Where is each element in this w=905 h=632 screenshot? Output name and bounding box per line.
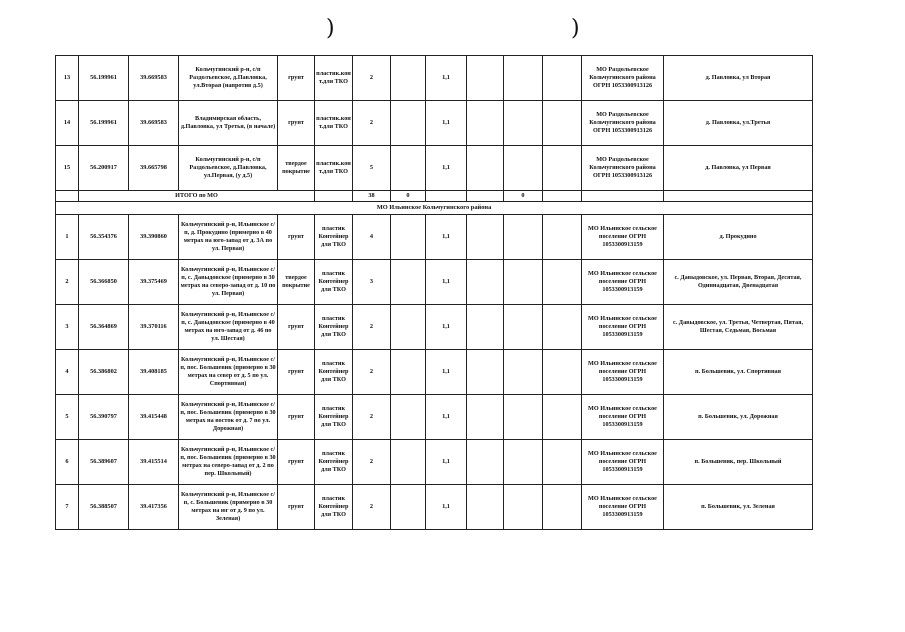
table-row — [56, 56, 813, 101]
container-volume: 1,1 — [426, 56, 467, 101]
container-type: пластик Контейнер для ТКО — [315, 260, 353, 305]
table-row — [56, 305, 813, 350]
container-type: пластик.кон т.для ТКО — [315, 101, 353, 146]
empty-cell — [543, 305, 582, 350]
row-number: 13 — [56, 56, 79, 101]
container-volume: 1,1 — [426, 395, 467, 440]
sources: с. Давыдовское, ул. Третья, Четвертая, Пятая, Шестая, Седьмая, Восьмая — [664, 305, 813, 350]
longitude: 39.669583 — [129, 101, 179, 146]
address: Кольчугинский р-н, Ильинское с/п, с. Большевик (примерно в 30 метрах на юг от д. 9 по ул. Зеленая) — [179, 485, 278, 530]
surface: грунт — [278, 395, 315, 440]
latitude: 56.354376 — [79, 215, 129, 260]
owner: МО Ильинское сельское поселение ОГРН 1053300913159 — [582, 350, 664, 395]
total-cell-cont — [315, 191, 353, 202]
empty-cell — [391, 350, 426, 395]
container-volume: 1,1 — [426, 146, 467, 191]
latitude: 56.389607 — [79, 440, 129, 485]
container-count: 2 — [353, 395, 391, 440]
row-number: 3 — [56, 305, 79, 350]
container-count: 4 — [353, 215, 391, 260]
total-cell-n — [56, 191, 79, 202]
total-count: 38 — [353, 191, 391, 202]
row-number: 4 — [56, 350, 79, 395]
container-count: 2 — [353, 305, 391, 350]
sources: с. Давыдовское, ул. Первая, Вторая, Десятая, Одиннадцатая, Двенадцатая — [664, 260, 813, 305]
container-volume: 1,1 — [426, 485, 467, 530]
total-row — [56, 191, 813, 202]
empty-cell — [504, 56, 543, 101]
owner: МО Ильинское сельское поселение ОГРН 1053300913159 — [582, 485, 664, 530]
row-number: 15 — [56, 146, 79, 191]
total-value-2: 0 — [504, 191, 543, 202]
table-row — [56, 440, 813, 485]
binding-mark-right: ) — [571, 16, 580, 41]
table-row — [56, 485, 813, 530]
empty-cell — [467, 395, 504, 440]
empty-cell — [391, 215, 426, 260]
empty-cell — [543, 146, 582, 191]
longitude: 39.665798 — [129, 146, 179, 191]
container-type: пластик Контейнер для ТКО — [315, 440, 353, 485]
longitude: 39.417356 — [129, 485, 179, 530]
address: Владимирская область, д.Павловка, ул Третья, (в начале) — [179, 101, 278, 146]
address: Кольчугинский р-н, Ильинское с/п, пос. Большевик (примерно в 30 метрах на восток от д. 7 по ул. Дорожная) — [179, 395, 278, 440]
latitude: 56.366850 — [79, 260, 129, 305]
total-cell-owner — [582, 191, 664, 202]
total-cell-src — [664, 191, 813, 202]
surface: твердое покрытие — [278, 260, 315, 305]
empty-cell — [543, 56, 582, 101]
table-row — [56, 395, 813, 440]
sources: п. Большевик, ул. Спортивная — [664, 350, 813, 395]
address: Кольчугинский р-н, Ильинское с/п, с. Давыдовское (примерно в 40 метрах на юго-запад от д. 46 по ул. Шестая) — [179, 305, 278, 350]
container-type: пластик.кон т.для ТКО — [315, 146, 353, 191]
empty-cell — [504, 305, 543, 350]
container-volume: 1,1 — [426, 101, 467, 146]
container-volume: 1,1 — [426, 305, 467, 350]
row-number: 1 — [56, 215, 79, 260]
binding-mark-left: ) — [326, 16, 335, 41]
empty-cell — [504, 215, 543, 260]
owner: МО Ильинское сельское поселение ОГРН 1053300913159 — [582, 440, 664, 485]
empty-cell — [504, 440, 543, 485]
container-count: 5 — [353, 146, 391, 191]
total-label: ИТОГО по МО — [79, 191, 315, 202]
address: Кольчугинский р-н, Ильинское с/п, д. Прокудино (примерно в 40 метрах на юго-запад от д. 3А по ул. Первая) — [179, 215, 278, 260]
container-type: пластик Контейнер для ТКО — [315, 350, 353, 395]
surface: грунт — [278, 56, 315, 101]
address: Кольчугинский р-н, с/п Раздолъевское, д.Павловка, ул.Вторая (напротив д.5) — [179, 56, 278, 101]
total-cell-e1 — [467, 191, 504, 202]
empty-cell — [543, 215, 582, 260]
table-body-ilinskoe — [56, 215, 813, 530]
empty-cell — [467, 215, 504, 260]
empty-cell — [504, 146, 543, 191]
table-body-summary — [56, 191, 813, 215]
longitude: 39.408185 — [129, 350, 179, 395]
container-volume: 1,1 — [426, 260, 467, 305]
table-row — [56, 146, 813, 191]
empty-cell — [504, 260, 543, 305]
row-number: 7 — [56, 485, 79, 530]
empty-cell — [467, 350, 504, 395]
table-row — [56, 350, 813, 395]
surface: твердое покрытие — [278, 146, 315, 191]
row-number: 6 — [56, 440, 79, 485]
table-row — [56, 101, 813, 146]
surface: грунт — [278, 440, 315, 485]
owner: МО Раздольевское Кольчугинского района ОГРН 1053300913126 — [582, 146, 664, 191]
container-type: пластик Контейнер для ТКО — [315, 305, 353, 350]
row-number: 14 — [56, 101, 79, 146]
container-count: 2 — [353, 440, 391, 485]
owner: МО Раздольевское Кольчугинского района ОГРН 1053300913126 — [582, 101, 664, 146]
table-row — [56, 260, 813, 305]
latitude: 56.390797 — [79, 395, 129, 440]
longitude: 39.669583 — [129, 56, 179, 101]
empty-cell — [391, 305, 426, 350]
empty-cell — [391, 395, 426, 440]
empty-cell — [467, 56, 504, 101]
row-number: 2 — [56, 260, 79, 305]
container-volume: 1,1 — [426, 215, 467, 260]
empty-cell — [391, 146, 426, 191]
surface: грунт — [278, 485, 315, 530]
container-count: 2 — [353, 350, 391, 395]
longitude: 39.415448 — [129, 395, 179, 440]
owner: МО Ильинское сельское поселение ОГРН 1053300913159 — [582, 260, 664, 305]
empty-cell — [467, 485, 504, 530]
total-cell-vol — [426, 191, 467, 202]
sources: п. Большевик, пер. Школьный — [664, 440, 813, 485]
empty-cell — [543, 350, 582, 395]
empty-cell — [467, 260, 504, 305]
table-row — [56, 215, 813, 260]
section-row — [56, 202, 813, 215]
container-volume: 1,1 — [426, 440, 467, 485]
container-type: пластик Контейнер для ТКО — [315, 215, 353, 260]
container-type: пластик Контейнер для ТКО — [315, 395, 353, 440]
container-sites-table — [55, 55, 813, 530]
empty-cell — [504, 485, 543, 530]
sources: д. Павловка, ул Первая — [664, 146, 813, 191]
longitude: 39.390860 — [129, 215, 179, 260]
address: Кольчугинский р-н, Ильинское с/п, пос. Большевик (примерно в 30 метрах на север от д. 5 по ул. Спортивная) — [179, 350, 278, 395]
surface: грунт — [278, 350, 315, 395]
empty-cell — [543, 440, 582, 485]
empty-cell — [391, 56, 426, 101]
address: Кольчугинский р-н, Ильинское с/п, пос. Большевик (примерно в 30 метрах на северо-запад от д. 2 по пер. Школьный) — [179, 440, 278, 485]
sources: д. Павловка, ул.Третья — [664, 101, 813, 146]
longitude: 39.375469 — [129, 260, 179, 305]
empty-cell — [504, 350, 543, 395]
longitude: 39.370116 — [129, 305, 179, 350]
sources: п. Большевик, ул. Зеленая — [664, 485, 813, 530]
container-type: пластик.кон т.для ТКО — [315, 56, 353, 101]
section-title: МО Ильинское Кольчугинского района — [56, 202, 813, 215]
owner: МО Ильинское сельское поселение ОГРН 1053300913159 — [582, 305, 664, 350]
empty-cell — [467, 101, 504, 146]
longitude: 39.415514 — [129, 440, 179, 485]
container-count: 2 — [353, 56, 391, 101]
owner: МО Ильинское сельское поселение ОГРН 1053300913159 — [582, 215, 664, 260]
latitude: 56.199961 — [79, 101, 129, 146]
container-count: 3 — [353, 260, 391, 305]
address: Кольчугинский р-н, Ильинское с/п, с. Давыдовское (примерно в 30 метрах на северо-запад от д. 10 по ул. Первая) — [179, 260, 278, 305]
total-value-1: 0 — [391, 191, 426, 202]
surface: грунт — [278, 305, 315, 350]
owner: МО Ильинское сельское поселение ОГРН 1053300913159 — [582, 395, 664, 440]
container-count: 2 — [353, 485, 391, 530]
empty-cell — [391, 440, 426, 485]
latitude: 56.364869 — [79, 305, 129, 350]
latitude: 56.199961 — [79, 56, 129, 101]
container-type: пластик Контейнер для ТКО — [315, 485, 353, 530]
sources: д. Павловка, ул Вторая — [664, 56, 813, 101]
empty-cell — [391, 260, 426, 305]
row-number: 5 — [56, 395, 79, 440]
surface: грунт — [278, 215, 315, 260]
container-volume: 1,1 — [426, 350, 467, 395]
empty-cell — [543, 101, 582, 146]
empty-cell — [504, 395, 543, 440]
container-count: 2 — [353, 101, 391, 146]
latitude: 56.386802 — [79, 350, 129, 395]
sources: д. Прокудино — [664, 215, 813, 260]
empty-cell — [504, 101, 543, 146]
latitude: 56.388507 — [79, 485, 129, 530]
total-cell-e2 — [543, 191, 582, 202]
sources: п. Большевик, ул. Дорожная — [664, 395, 813, 440]
surface: грунт — [278, 101, 315, 146]
empty-cell — [467, 146, 504, 191]
empty-cell — [391, 485, 426, 530]
empty-cell — [467, 440, 504, 485]
empty-cell — [543, 260, 582, 305]
empty-cell — [543, 485, 582, 530]
owner: МО Раздольевское Кольчугинского района ОГРН 1053300913126 — [582, 56, 664, 101]
empty-cell — [467, 305, 504, 350]
empty-cell — [391, 101, 426, 146]
address: Кольчугинский р-н, с/п Раздольевское, д.Павловка, ул.Первая, (у д.5) — [179, 146, 278, 191]
empty-cell — [543, 395, 582, 440]
latitude: 56.200917 — [79, 146, 129, 191]
table-body-razdolevskoe — [56, 56, 813, 191]
